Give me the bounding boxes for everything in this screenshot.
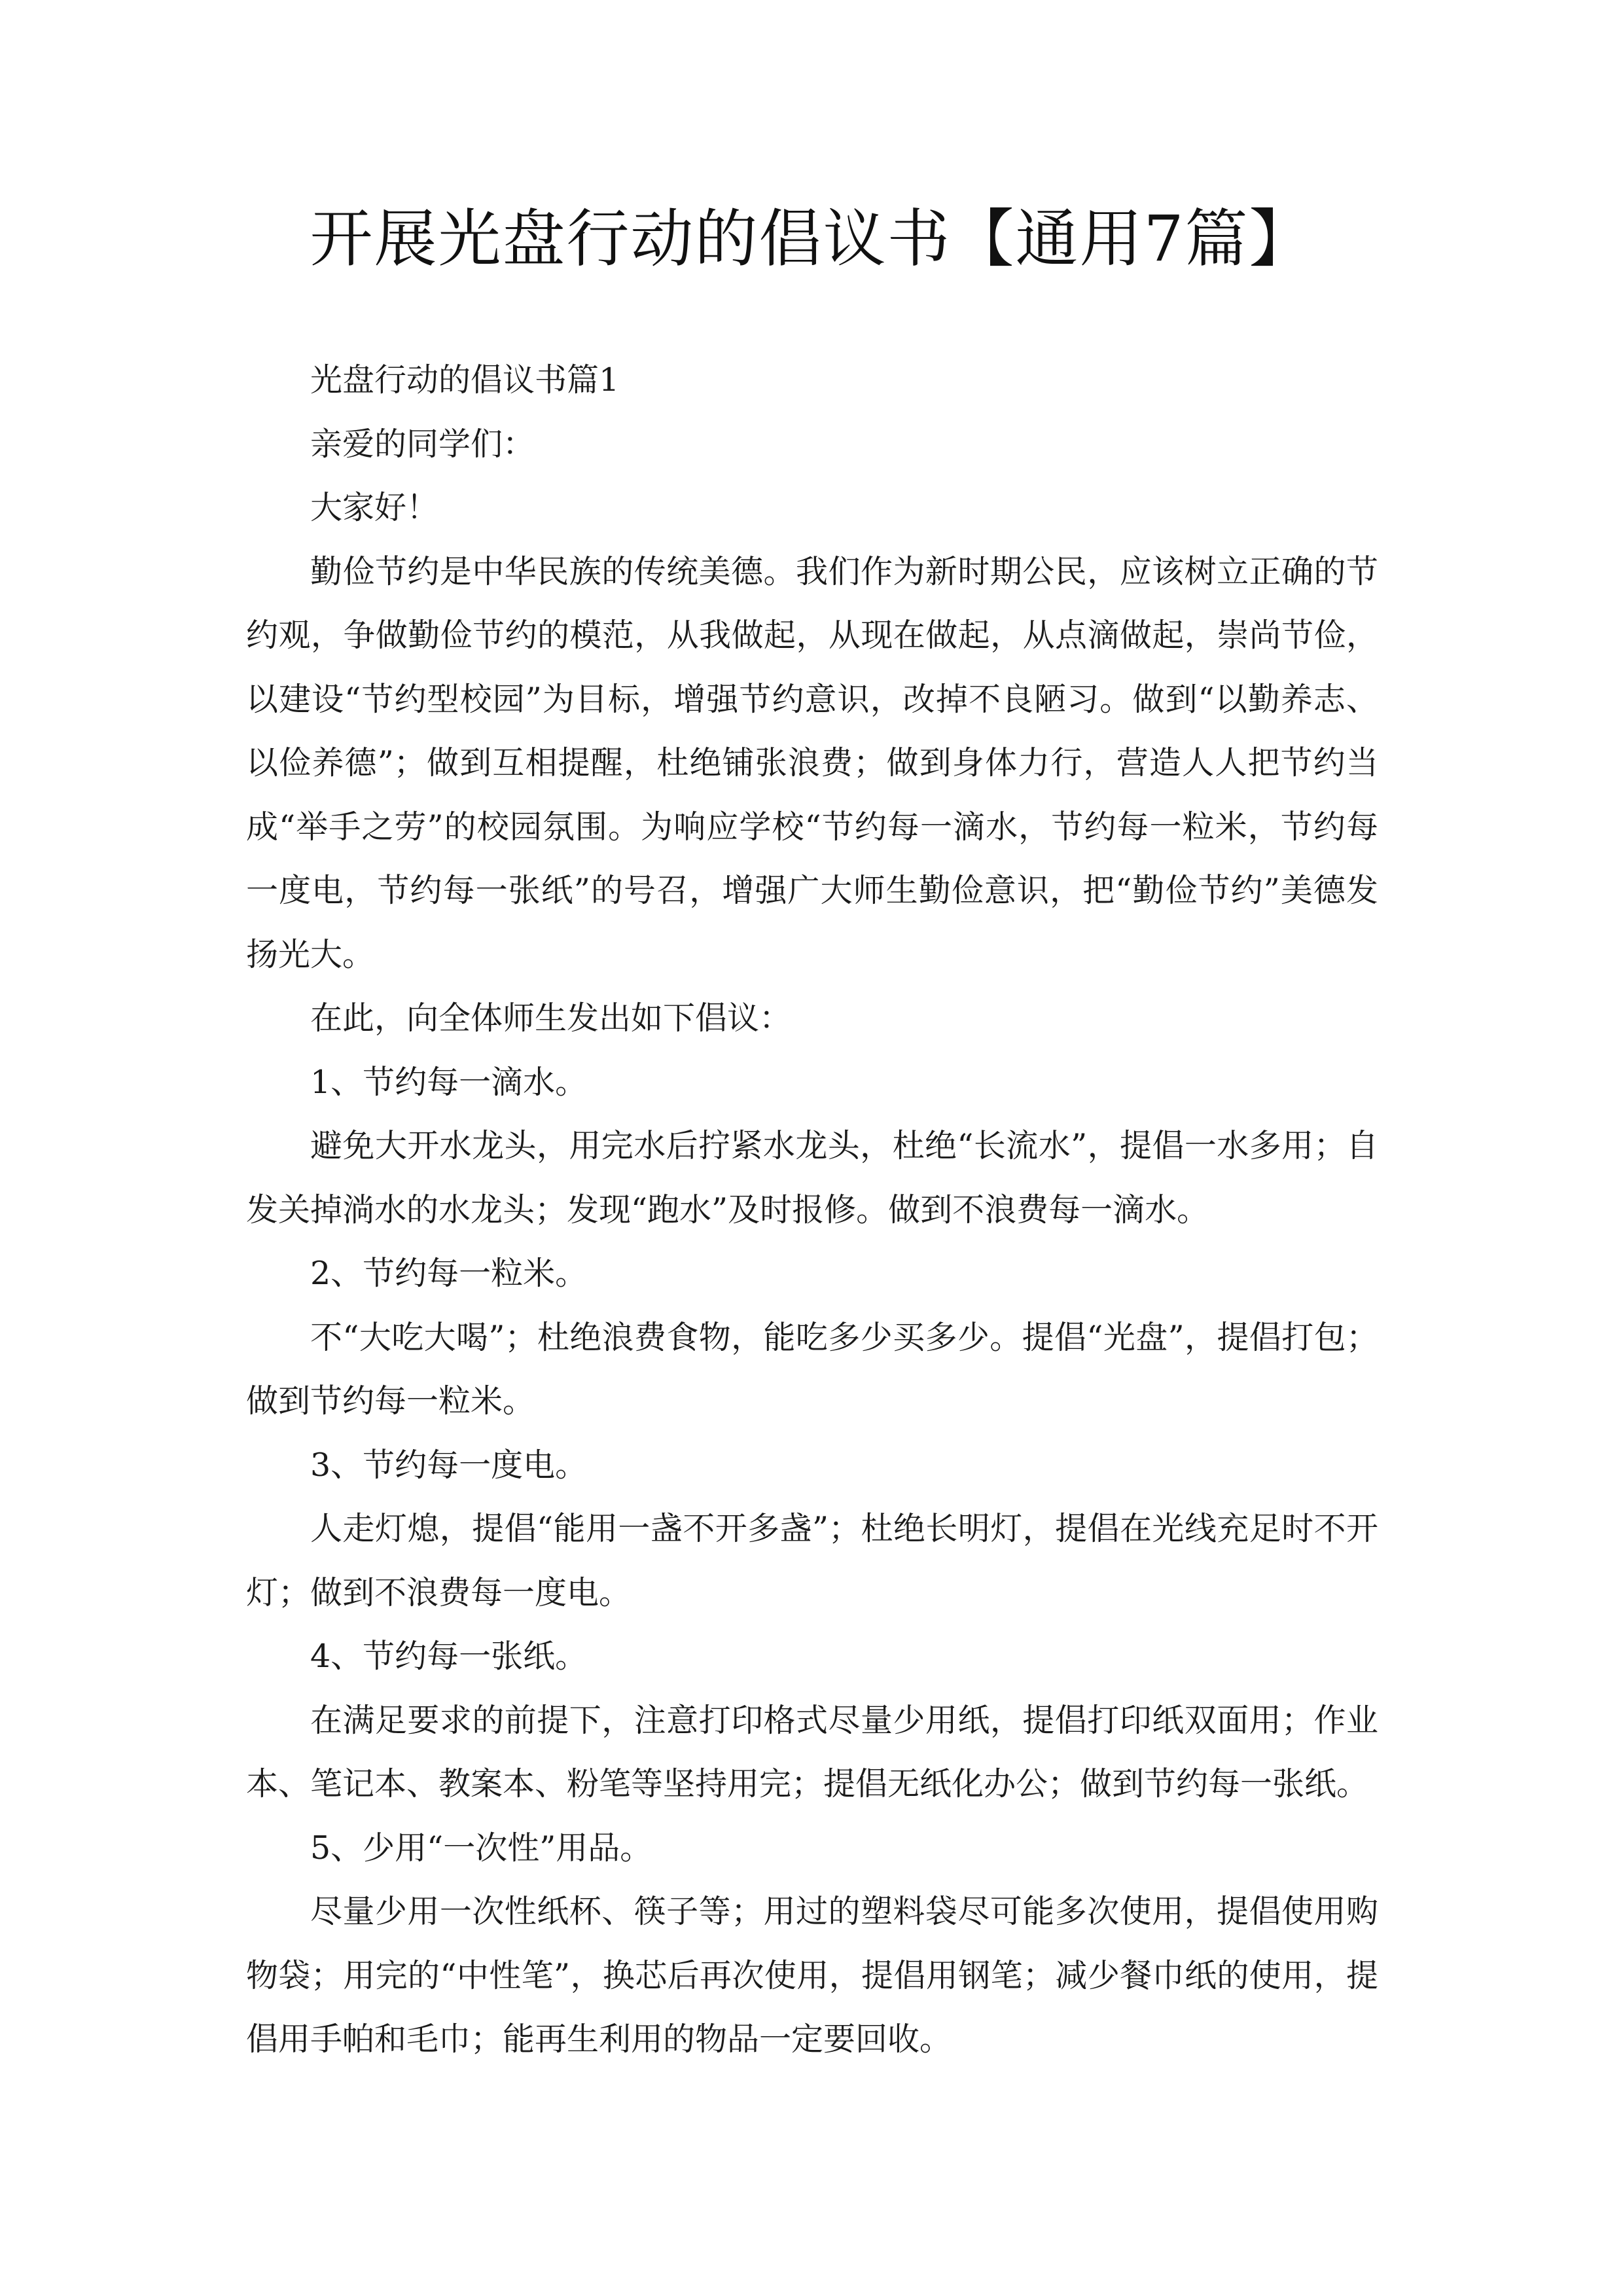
document-title: 开展光盘行动的倡议书【通用7篇】 [310, 202, 1313, 276]
item-heading-electricity: 3、节约每一度电。 [310, 1446, 588, 1484]
item-body-disposables: 尽量少用一次性纸杯、筷子等；用过的塑料袋尽可能多次使用，提倡使用购物袋；用完的“中性笔”，换芯后再次使用，提倡用钢笔；减少餐巾纸的使用，提倡用手帕和毛巾；能再生利用的物品一定要回收。 [246, 1893, 1378, 2058]
item-heading-disposables: 5、少用“一次性”用品。 [310, 1829, 652, 1867]
proposal-lead: 在此，向全体师生发出如下倡议： [310, 999, 792, 1037]
item-heading-paper: 4、节约每一张纸。 [310, 1638, 588, 1675]
section-heading: 光盘行动的倡议书篇1 [310, 361, 620, 399]
document-body [246, 348, 1378, 2072]
salutation: 亲爱的同学们： [310, 425, 535, 463]
item-body-paper: 在满足要求的前提下，注意打印格式尽量少用纸，提倡打印纸双面用；作业本、笔记本、教案本、粉笔等坚持用完；提倡无纸化办公；做到节约每一张纸。 [246, 1701, 1378, 1803]
intro-paragraph: 勤俭节约是中华民族的传统美德。我们作为新时期公民，应该树立正确的节约观，争做勤俭节约的模范，从我做起，从现在做起，从点滴做起，崇尚节俭，以建设“节约型校园”为目标，增强节约意识，改掉不良陋习。做到“以勤养志、以俭养德”；做到互相提醒，杜绝铺张浪费；做到身体力行，营造人人把节约当成“举手之劳”的校园氛围。为响应学校“节约每一滴水，节约每一粒米，节约每一度电，节约每一张纸”的号召，增强广大师生勤俭意识，把“勤俭节约”美德发扬光大。 [246, 552, 1378, 973]
item-heading-water: 1、节约每一滴水。 [310, 1063, 588, 1101]
item-body-water: 避免大开水龙头，用完水后拧紧水龙头，杜绝“长流水”，提倡一水多用；自发关掉淌水的水龙头；发现“跑水”及时报修。做到不浪费每一滴水。 [246, 1127, 1378, 1229]
item-body-electricity: 人走灯熄，提倡“能用一盏不开多盏”；杜绝长明灯，提倡在光线充足时不开灯；做到不浪费每一度电。 [246, 1510, 1378, 1611]
greeting: 大家好！ [310, 489, 439, 526]
item-body-rice: 不“大吃大喝”；杜绝浪费食物，能吃多少买多少。提倡“光盘”，提倡打包；做到节约每一粒米。 [246, 1318, 1378, 1420]
item-heading-rice: 2、节约每一粒米。 [310, 1255, 588, 1292]
